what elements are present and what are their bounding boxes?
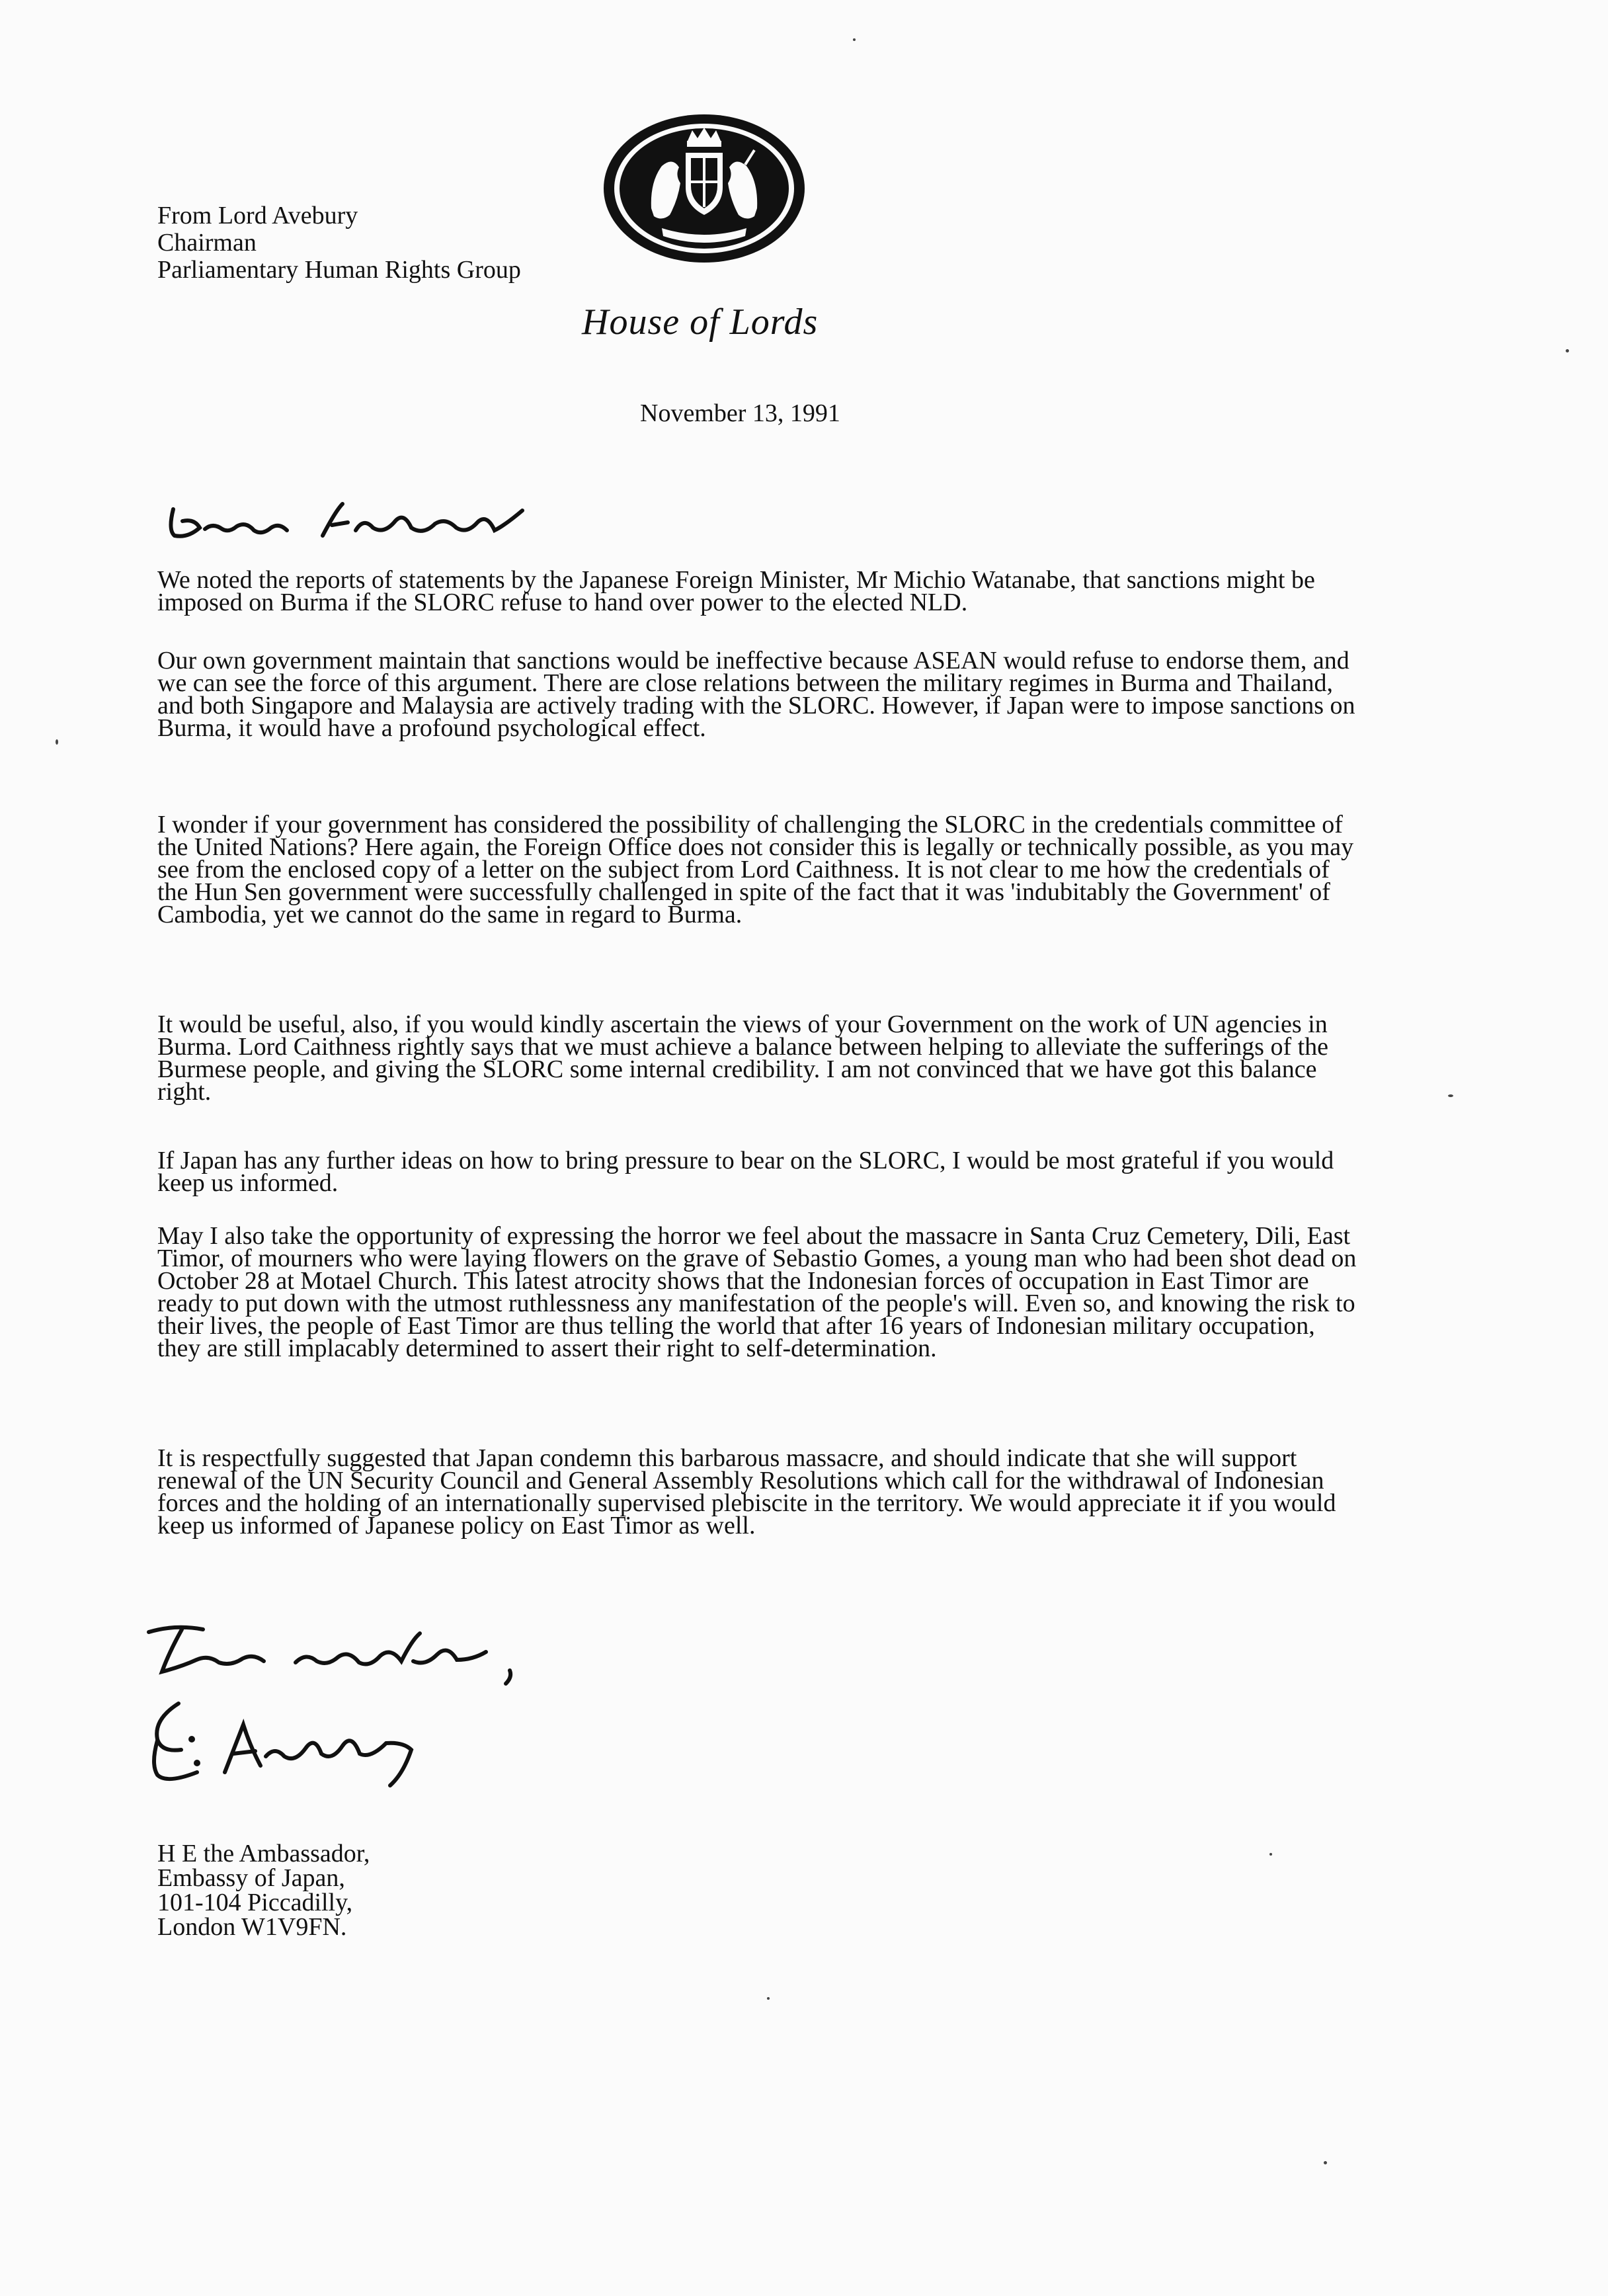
scan-speck [1269, 1853, 1272, 1856]
paragraph-un-credentials: I wonder if your government has considered the possibility of challenging the SLORC in the credentials committee of the United Nations? Here again, the Foreign Office does not consider this is legally or technically possible, as you may see from the enclosed copy of a letter on the subject from Lord Caithness. It is not clear to me how the credentials of the Hun Sen government were successfully challenged in spite of the fact that it was 'indubitably the Government' of Cambodia, yet we cannot do the same in regard to Burma. [157, 811, 1354, 928]
recipient-street: 101-104 Piccadilly, [157, 1889, 353, 1916]
handwritten-closing [142, 1614, 539, 1686]
handwritten-salutation [165, 484, 536, 550]
paragraph-further-ideas: If Japan has any further ideas on how to bring pressure to bear on the SLORC, I would be most grateful if you would keep us informed. [157, 1147, 1334, 1197]
royal-coat-of-arms-icon [598, 109, 810, 268]
recipient-city: London W1V9FN. [157, 1913, 347, 1941]
letter-date: November 13, 1991 [640, 399, 840, 427]
scan-speck [767, 1997, 770, 2000]
sender-title: Chairman [157, 229, 257, 257]
recipient-address [157, 1842, 370, 1940]
scan-speck [1566, 349, 1569, 352]
sender-block [157, 202, 521, 284]
paragraph-condemnation-request: It is respectfully suggested that Japan condemn this barbarous massacre, and should indicate that she will support renewal of the UN Security Council and General Assembly Resolutions which call for the withdrawal of Indonesian forces and the holding of an internationally supervised plebiscite in the territory. We would appreciate it if you would keep us informed of Japanese policy on East Timor as well. [157, 1444, 1336, 1539]
scan-speck [1324, 2161, 1327, 2164]
scan-speck [853, 38, 856, 41]
recipient-title: H E the Ambassador, [157, 1840, 370, 1867]
recipient-embassy: Embassy of Japan, [157, 1864, 345, 1892]
scan-speck [1448, 1094, 1453, 1097]
paragraph-asean-position: Our own government maintain that sanctions would be ineffective because ASEAN would refuse to endorse them, and we can see the force of this argument. There are close relations between the military regimes in Burma and Thailand, and both Singapore and Malaysia are actively trading with the SLORC. However, if Japan were to impose sanctions on Burma, it would have a profound psychological effect. [157, 647, 1355, 742]
sender-organisation: Parliamentary Human Rights Group [157, 256, 521, 284]
paragraph-un-agencies: It would be useful, also, if you would kindly ascertain the views of your Government on the work of UN agencies in Burma. Lord Caithness rightly says that we must achieve a balance between helping to alleviate the sufferings of the Burmese people, and giving the SLORC some internal credibility. I am not convinced that we have got this balance right. [157, 1010, 1329, 1106]
paragraph-dili-massacre: May I also take the opportunity of expressing the horror we feel about the massacre in Santa Cruz Cemetery, Dili, East Timor, of mourners who were laying flowers on the grave of Sebastio Gomes, a young man who had been shot dead on October 28 at Motael Church. This latest atrocity shows that the Indonesian forces of occupation in East Timor are ready to put down with the utmost ruthlessness any manifestation of the people's will. Even so, and knowing the risk to their lives, the people of East Timor are thus telling the world that after 16 years of Indonesian military occupation, they are still implacably determined to assert their right to self-determination. [157, 1222, 1357, 1362]
handwritten-signature [144, 1693, 428, 1792]
sender-name: From Lord Avebury [157, 202, 358, 229]
paragraph-watanabe-sanctions: We noted the reports of statements by the Japanese Foreign Minister, Mr Michio Watanabe, that sanctions might be imposed on Burma if the SLORC refuse to hand over power to the elected NLD. [157, 566, 1315, 616]
institution-wordmark: House of Lords [582, 302, 819, 343]
scan-speck [56, 739, 58, 745]
